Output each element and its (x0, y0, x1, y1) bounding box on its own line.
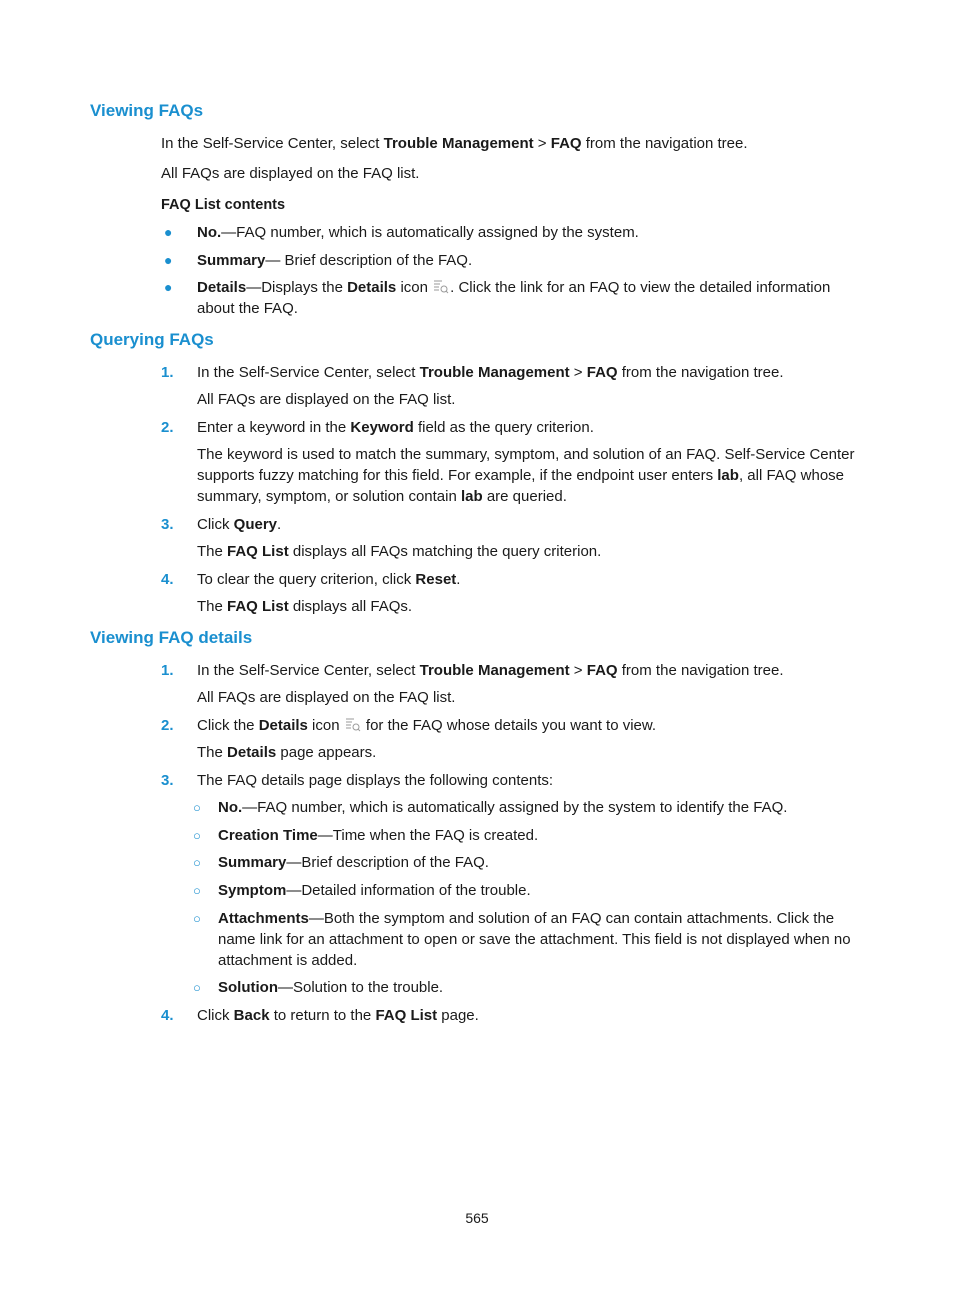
list-item: Attachments—Both the symptom and solution of an FAQ can contain attachments. Click the name link for an attachment to open or save the attachment. This field is not displayed when no attachment is added. (218, 910, 851, 969)
list-item: Solution—Solution to the trouble. (218, 979, 444, 996)
sub-bullet: ○ (193, 855, 201, 870)
step-note: All FAQs are displayed on the FAQ list. (197, 391, 456, 408)
paragraph: In the Self-Service Center, select Trouble Management > FAQ from the navigation tree. (161, 135, 748, 152)
bullet: ● (164, 252, 173, 268)
step-number: 4. (161, 571, 174, 588)
sub-bullet: ○ (193, 800, 201, 815)
step-number: 4. (161, 1007, 174, 1024)
sub-bullet: ○ (193, 980, 201, 995)
bullet: ● (164, 224, 173, 240)
step-number: 1. (161, 364, 174, 381)
step-note: The Details page appears. (197, 744, 377, 761)
step-number: 2. (161, 419, 174, 436)
step-text: Click the Details icon for the FAQ whose details you want to view. (197, 717, 657, 734)
step-text: To clear the query criterion, click Reset. (197, 571, 461, 588)
page-number: 565 (465, 1210, 489, 1226)
section-heading-viewing-faqs: Viewing FAQs (90, 101, 204, 120)
list-item: Symptom—Detailed information of the trouble. (218, 882, 531, 899)
sub-bullet: ○ (193, 911, 201, 926)
details-icon (432, 279, 450, 295)
step-text: Click Back to return to the FAQ List page. (197, 1007, 479, 1024)
list-item: No.—FAQ number, which is automatically assigned by the system. (197, 224, 639, 241)
section-heading-querying-faqs: Querying FAQs (90, 330, 214, 349)
section-heading-viewing-faq-details: Viewing FAQ details (90, 628, 253, 647)
step-text: The FAQ details page displays the following contents: (197, 772, 554, 789)
step-text: In the Self-Service Center, select Trouble Management > FAQ from the navigation tree. (197, 662, 784, 679)
step-note: All FAQs are displayed on the FAQ list. (197, 689, 456, 706)
step-note: The FAQ List displays all FAQs. (197, 598, 413, 615)
paragraph: All FAQs are displayed on the FAQ list. (161, 165, 420, 182)
step-number: 3. (161, 516, 174, 533)
step-text: In the Self-Service Center, select Trouble Management > FAQ from the navigation tree. (197, 364, 784, 381)
list-item: No.—FAQ number, which is automatically assigned by the system to identify the FAQ. (218, 799, 788, 816)
step-note: The FAQ List displays all FAQs matching the query criterion. (197, 543, 602, 560)
step-number: 2. (161, 717, 174, 734)
sub-bullet: ○ (193, 883, 201, 898)
list-item: Creation Time—Time when the FAQ is created. (218, 827, 539, 844)
details-icon (344, 717, 362, 733)
subheading-faq-list-contents: FAQ List contents (161, 197, 286, 213)
step-text: Enter a keyword in the Keyword field as the query criterion. (197, 419, 594, 436)
step-number: 3. (161, 772, 174, 789)
step-note: The keyword is used to match the summary, symptom, and solution of an FAQ. Self-Service Center supports fuzzy matching for this field. For example, if the endpoint user enters lab, all FAQ whose summary, symptom, or solution contain lab are queried. (197, 446, 855, 505)
bullet: ● (164, 279, 173, 295)
list-item: Summary—Brief description of the FAQ. (218, 854, 489, 871)
step-number: 1. (161, 662, 174, 679)
step-text: Click Query. (197, 516, 282, 533)
list-item: Details—Displays the Details icon . Click the link for an FAQ to view the detailed information about the FAQ. (197, 279, 831, 317)
sub-bullet: ○ (193, 828, 201, 843)
list-item: Summary— Brief description of the FAQ. (197, 252, 473, 269)
